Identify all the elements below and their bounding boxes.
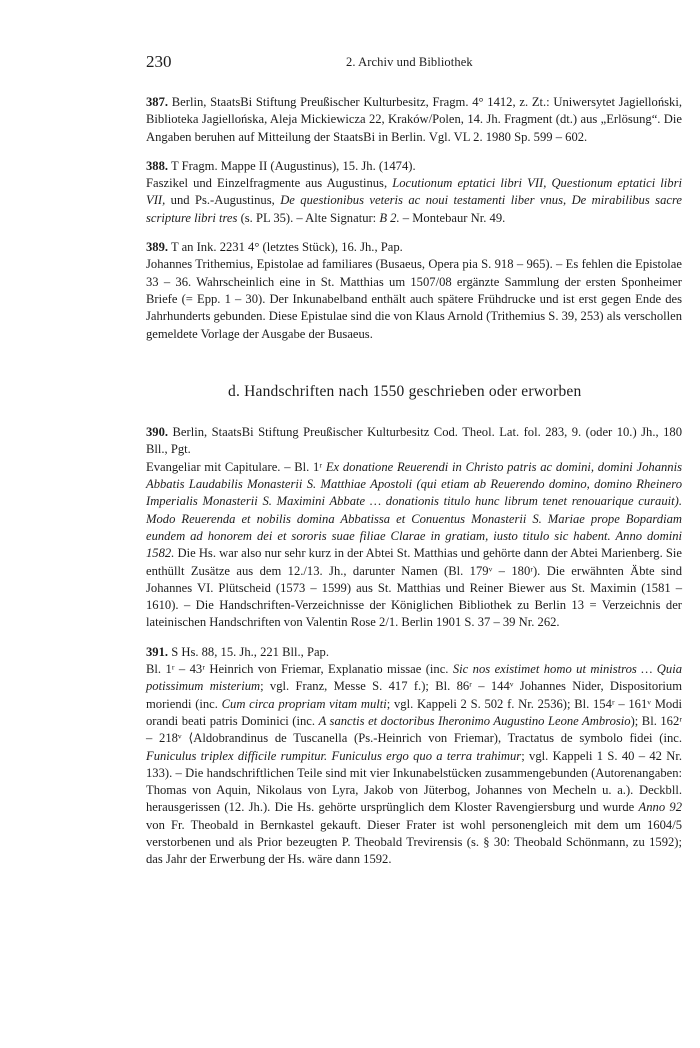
- entry-390: [146, 424, 682, 632]
- entry-391-heading-line: [146, 644, 682, 661]
- body-text: und Ps.-Augustinus,: [165, 193, 281, 208]
- latin-date: Anno 92: [638, 800, 683, 815]
- page-header: [146, 52, 682, 76]
- latin-incipit: Sic nos existimet homo ut ministros … Quia potissimum misterium: [146, 662, 682, 694]
- body-text: von Fr. Theobald in Bernkastel gekauft. Dieser Frater ist wohl personengleich mit dem um 1604/5 verstorbenen und als Prior bezeugten P. Theobald Trevirensis (s. § 30: Theobald Schönmann, zu 1592); das Jahr der Erwerbung der Hs. wäre dann 1592.: [146, 817, 682, 867]
- body-text: Evangeliar mit Capitulare. – Bl. 1ʳ: [146, 459, 326, 474]
- entry-391-body: [146, 661, 682, 869]
- entry-389-body: Johannes Trithemius, Epistolae ad familiares (Busaeus, Opera pia S. 918 – 965). – Es fehlen die Epistolae 33 – 36. Wahrscheinlich eine in St. Matthias um 1507/08 ergänzte Sammlung der ersten Sponheimer Briefe (= Epp. 1 – 30). Der Inkunabelband enthält auch spätere Frühdrucke und ist erst gegen Ende des Jahrhunderts gebunden. Diese Epistulae sind die von Klaus Arnold (Trithemius S. 39, 253) als verschollen gemeldete Vorlage der Ausgabe der Busaeus.: [146, 257, 682, 341]
- entry-heading: T an Ink. 2231 4° (letztes Stück), 16. Jh., Pap.: [168, 240, 403, 255]
- latin-title: De questionibus veteris ac noui testamenti liber vnus, De mirabilibus sacre scripture libri tres: [146, 193, 682, 225]
- entry-heading: S Hs. 88, 15. Jh., 221 Bll., Pap.: [168, 644, 329, 659]
- body-text: ; vgl. Kappeli 1 S. 40 – 42 Nr. 133). – Die handschriftlichen Teile sind mit vier Inkunabelstücken zusammengebunden (Autorenangaben: Thomas von Aquin, Nikolaus von Lyra, Jakob von Jüterbog, Johannes von Mecheln u. a.). Deckbll. herausgerissen (12. Jh.). Die Hs. gehörte ursprünglich dem Kloster Ravengiersburg und wurde: [146, 748, 682, 815]
- entry-387: [146, 94, 682, 146]
- entry-391: [146, 644, 682, 869]
- latin-incipit: A sanctis et doctoribus Iheronimo Augustino Leone Ambrosio: [318, 713, 631, 728]
- entry-389-heading-line: [146, 239, 682, 256]
- entry-number: 387.: [146, 95, 169, 109]
- entry-388-heading-line: [146, 158, 682, 175]
- body-text: – Montebaur Nr. 49.: [399, 210, 506, 225]
- body-text: Faszikel und Einzelfragmente aus Augustinus,: [146, 176, 393, 191]
- body-text: ); Bl. 162ʳ – 218ᵛ ⟨Aldobrandinus de Tuscanella (Ps.-Heinrich von Friemar), Tractatus de symbolo fidei (inc.: [146, 713, 682, 746]
- entry-heading: Berlin, StaatsBi Stiftung Preußischer Kulturbesitz Cod. Theol. Lat. fol. 283, 9. (oder 10.) Jh., 180 Bll., Pgt.: [146, 425, 682, 457]
- body-text: Die Hs. war also nur sehr kurz in der Abtei St. Matthias und gehörte dann der Abtei Marienberg. Sie enthüllt Zusätze aus dem 12./13. Jh., darunter Namen (Bl. 179ᵛ – 180ʳ). Die erwähnten Äbte sind Johannes VI. Plütscheid (1573 – 1599) aus St. Matthias und Reiner Biewer aus St. Maximin (1581 – 1610). – Die Handschriften-Verzeichnisse der Königlichen Bibliothek zu Berlin 13 = Verzeichnis der lateinischen Handschriften von Valentin Rose 2/1. Berlin 1901 S. 37 – 39 Nr. 262.: [146, 546, 682, 630]
- latin-incipit: Cum circa propriam vitam multi: [221, 696, 387, 711]
- body-text: ; vgl. Kappeli 2 S. 502 f. Nr. 2536); Bl. 154ʳ – 161ᵛ Modi orandi beati patris Dominici (inc.: [146, 696, 682, 728]
- body-text: ; vgl. Franz, Messe S. 417 f.); Bl. 86ʳ – 144ᵛ Johannes Nider, Dispositorium moriendi (inc.: [146, 679, 683, 711]
- entry-number: 389.: [146, 240, 169, 255]
- body-text: Bl. 1ʳ – 43ʳ Heinrich von Friemar, Explanatio missae (inc.: [146, 662, 453, 677]
- page-content: [146, 94, 682, 869]
- entry-390-heading-line: [146, 424, 682, 459]
- entry-heading: Berlin, StaatsBi Stiftung Preußischer Kulturbesitz, Fragm. 4° 1412, z. Zt.: Uniwersytet Jagielloński, Biblioteka Jagiellońska, Aleja Mickiewicza 22, Kraków/Polen, 14. Jh. Fragment (dt.) aus „Erlösung“. Die Angaben beruhen auf Mitteilung der StaatsBi in Berlin. Vgl. VL 2. 1980 Sp. 599 – 602.: [146, 95, 682, 144]
- entry-390-body: [146, 459, 682, 632]
- entry-388-body: [146, 175, 682, 227]
- section-heading: d. Handschriften nach 1550 geschrieben oder erworben: [228, 382, 582, 400]
- entry-number: 388.: [146, 158, 169, 173]
- running-head: 2. Archiv und Bibliothek: [346, 55, 473, 69]
- latin-title: Locutionum eptatici libri VII, Questionum eptatici libri VII,: [146, 176, 682, 208]
- latin-incipit: Funiculus triplex difficile rumpitur. Funiculus ergo quo a terra trahimur: [146, 748, 522, 763]
- entry-number: 390.: [146, 425, 169, 440]
- entry-388: [146, 158, 682, 227]
- old-signature: B 2.: [379, 210, 400, 225]
- entry-heading: T Fragm. Mappe II (Augustinus), 15. Jh. (1474).: [168, 158, 416, 173]
- entry-number: 391.: [146, 644, 169, 659]
- entry-387-paragraph: [146, 94, 682, 146]
- body-text: (s. PL 35). – Alte Signatur:: [237, 210, 380, 225]
- entry-389: [146, 239, 682, 343]
- latin-inscription: Ex donatione Reuerendi in Christo patris ac domini, domini Johannis Abbatis Laudabilis Monasterii S. Matthiae Apostoli (qui etiam ab Reuerendo domino, domino Rheinero Imperialis Monasterii S. Maximini Abbate … donationis titulo hunc librum tenet renouarique curauit). Modo Reuerenda et nobilis domina Abbatissa et Conuentus Monasterii S. Mariae prope Bopardiam eundem ad honorem dei et sororis suae filiae Clarae in gratiam, iusto titulo sic habent. Anno domini 1582.: [146, 459, 682, 561]
- page-number: 230: [146, 52, 172, 71]
